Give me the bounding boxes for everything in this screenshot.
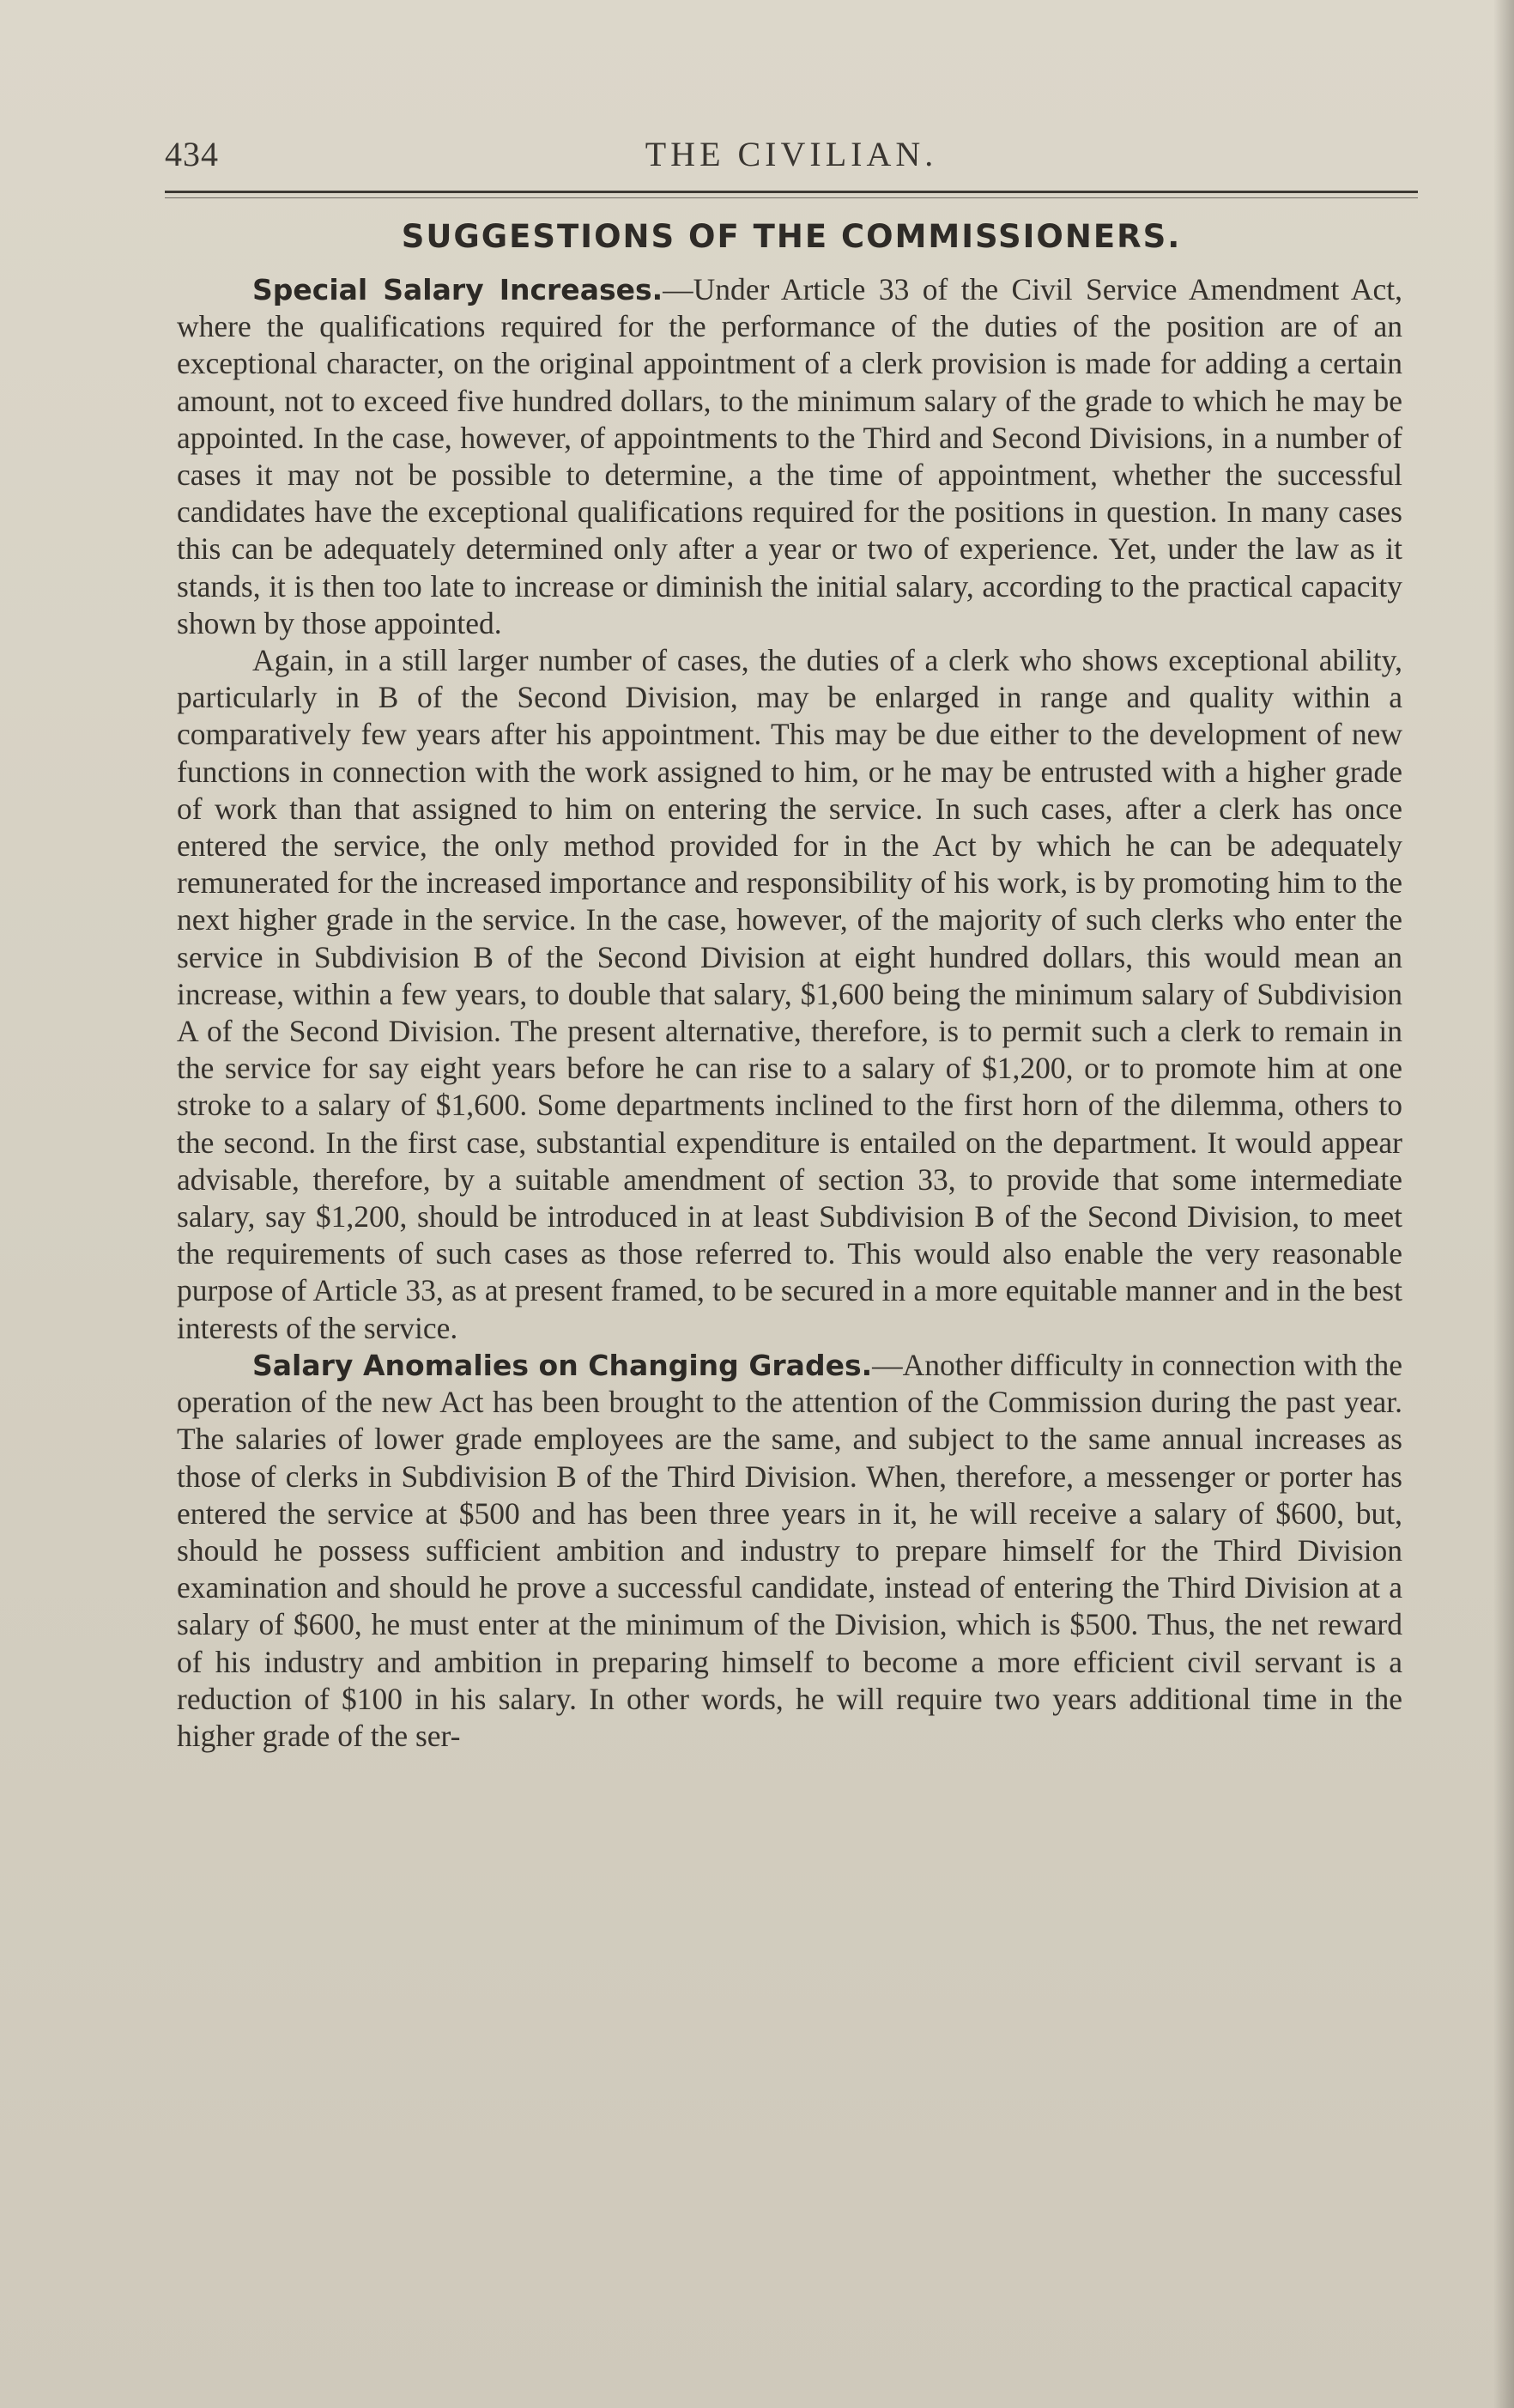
section-heading: SUGGESTIONS OF THE COMMISSIONERS. xyxy=(401,218,1182,255)
article-body xyxy=(177,271,1402,1755)
page-number: 434 xyxy=(165,135,219,173)
run-in-heading: Special Salary Increases. xyxy=(252,273,663,306)
running-title: THE CIVILIAN. xyxy=(645,135,938,173)
paragraph-text: —Under Article 33 of the Civil Service Amendment Act, where the qualifications required for the performance of the duties of the position are of an exceptional character, on the original appointment of a clerk provision is made for adding a certain amount, not to exceed five hundred dollars, to the minimum salary of the grade to which he may be appointed. In the case, however, of appointments to the Third and Second Divisions, in a number of cases it may not be possible to determine, a the time of appointment, whether the successful candidates have the exceptional qualifications required for the positions in question. In many cases this can be adequately determined only after a year or two of experience. Yet, under the law as it stands, it is then too late to increase or diminish the initial salary, according to the practical capacity shown by those appointed. xyxy=(177,272,1402,640)
page-header xyxy=(165,127,1418,179)
paragraph-text: Again, in a still larger number of cases, the duties of a clerk who shows exceptional ability, particularly in B of the Second Division, may be enlarged in range and quality within a comparatively few years after his appointment. This may be due either to the development of new functions in connection with the work assigned to him, or he may be entrusted with a higher grade of work than that assigned to him on entering the service. In such cases, after a clerk has once entered the service, the only method provided for in the Act by which he can be adequately remunerated for the increased importance and responsibility of his work, is by promoting him to the next higher grade in the service. In the case, however, of the majority of such clerks who enter the service in Subdivision B of the Second Division at eight hundred dollars, this would mean an increase, within a few years, to double that salary, $1,600 being the minimum salary of Subdivision A of the Second Division. The present alternative, therefore, is to permit such a clerk to remain in the service for say eight years before he can rise to a salary of $1,200, or to promote him at one stroke to a salary of $1,600. Some departments inclined to the first horn of the dilemma, others to the second. In the first case, substantial expenditure is entailed on the department. It would appear advisable, therefore, by a suitable amendment of section 33, to provide that some intermediate salary, say $1,200, should be introduced in at least Subdivision B of the Second Division, to meet the requirements of such cases as those referred to. This would also enable the very reasonable purpose of Article 33, as at present framed, to be secured in a more equitable manner and in the best interests of the service. xyxy=(177,643,1402,1345)
paragraph-text: —Another difficulty in connection with the operation of the new Act has been brought to the attention of the Commission during the past year. The salaries of lower grade employees are the same, and subject to the same annual increases as those of clerks in Subdivision B of the Third Division. When, therefore, a messenger or porter has entered the service at $500 and has been three years in it, he will receive a salary of $600, but, should he possess sufficient ambition and industry to prepare himself for the Third Division examination and should he prove a successful candidate, instead of entering the Third Division at a salary of $600, he must enter at the minimum of the Division, which is $500. Thus, the net reward of his industry and ambition in preparing himself to become a more efficient civil servant is a reduction of $100 in his salary. In other words, he will require two years additional time in the higher grade of the ser- xyxy=(177,1347,1402,1753)
run-in-heading: Salary Anomalies on Changing Grades. xyxy=(252,1348,873,1382)
header-rule xyxy=(165,191,1418,193)
paragraph-salary-anomalies xyxy=(177,1347,1402,1755)
paragraph-again xyxy=(177,642,1402,1347)
page-edge-shadow xyxy=(1493,0,1514,2408)
paragraph-special-salary-increases xyxy=(177,271,1402,642)
header-rule-thin xyxy=(165,197,1418,198)
